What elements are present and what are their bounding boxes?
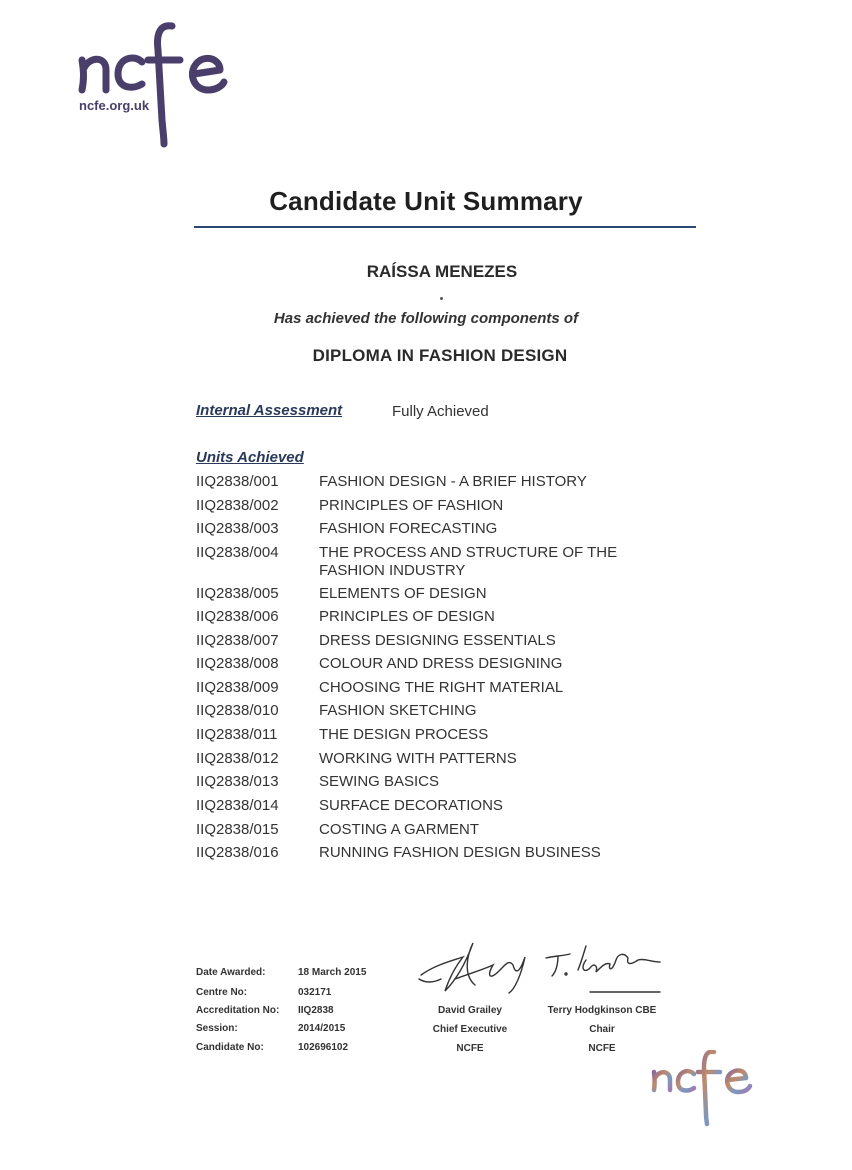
logo-url: ncfe.org.uk bbox=[79, 98, 150, 113]
internal-assessment-value: Fully Achieved bbox=[392, 403, 489, 420]
ncfe-hologram-logo bbox=[648, 1050, 758, 1130]
unit-title: CHOOSING THE RIGHT MATERIAL bbox=[319, 679, 564, 696]
internal-assessment-label: Internal Assessment bbox=[196, 402, 343, 419]
signatory-1-role: Chief Executive bbox=[432, 1024, 508, 1035]
ncfe-logo bbox=[76, 20, 236, 150]
unit-code: IIQ2838/001 bbox=[196, 473, 279, 490]
unit-title: FASHION SKETCHING bbox=[319, 702, 477, 719]
achievement-statement: Has achieved the following components of bbox=[273, 310, 579, 327]
centre-no-value: 032171 bbox=[298, 987, 332, 998]
unit-code: IIQ2838/004 bbox=[196, 544, 279, 561]
unit-code: IIQ2838/016 bbox=[196, 844, 279, 861]
unit-code: IIQ2838/010 bbox=[196, 702, 279, 719]
unit-code: IIQ2838/011 bbox=[196, 726, 278, 743]
unit-code: IIQ2838/006 bbox=[196, 608, 279, 625]
unit-title: COLOUR AND DRESS DESIGNING bbox=[319, 655, 563, 672]
unit-code: IIQ2838/003 bbox=[196, 520, 279, 537]
centre-no-label: Centre No: bbox=[196, 987, 248, 998]
accreditation-no-label: Accreditation No: bbox=[196, 1005, 280, 1016]
signatory-1-name: David Grailey bbox=[438, 1005, 502, 1016]
ncfe-wordmark-graphic bbox=[76, 20, 236, 150]
unit-title: ELEMENTS OF DESIGN bbox=[319, 585, 487, 602]
unit-title: COSTING A GARMENT bbox=[319, 821, 480, 838]
unit-title: WORKING WITH PATTERNS bbox=[319, 750, 517, 767]
unit-code: IIQ2838/012 bbox=[196, 750, 279, 767]
signature-terry-hodgkinson bbox=[540, 940, 670, 1000]
date-awarded-value: 18 March 2015 bbox=[298, 967, 367, 978]
unit-title: DRESS DESIGNING ESSENTIALS bbox=[319, 632, 556, 649]
unit-title: THE PROCESS AND STRUCTURE OF THE FASHION INDUSTRY bbox=[319, 544, 618, 579]
unit-code: IIQ2838/009 bbox=[196, 679, 279, 696]
candidate-no-value: 102696102 bbox=[298, 1042, 349, 1053]
session-value: 2014/2015 bbox=[298, 1023, 346, 1034]
unit-code: IIQ2838/007 bbox=[196, 632, 279, 649]
unit-code: IIQ2838/015 bbox=[196, 821, 279, 838]
page-title: Candidate Unit Summary bbox=[269, 186, 583, 216]
session-label: Session: bbox=[196, 1023, 238, 1034]
signatory-2-name: Terry Hodgkinson CBE bbox=[547, 1005, 657, 1016]
unit-title: FASHION FORECASTING bbox=[319, 520, 498, 537]
unit-code: IIQ2838/014 bbox=[196, 797, 279, 814]
unit-code: IIQ2838/013 bbox=[196, 773, 279, 790]
qualification-title: DIPLOMA IN FASHION DESIGN bbox=[312, 346, 568, 365]
unit-title: THE DESIGN PROCESS bbox=[319, 726, 489, 743]
unit-title: PRINCIPLES OF FASHION bbox=[319, 497, 504, 514]
title-divider bbox=[194, 226, 696, 228]
unit-title: FASHION DESIGN - A BRIEF HISTORY bbox=[319, 473, 587, 490]
unit-code: IIQ2838/005 bbox=[196, 585, 279, 602]
signatory-1-org: NCFE bbox=[456, 1043, 484, 1054]
accreditation-no-value: IIQ2838 bbox=[298, 1005, 334, 1016]
candidate-no-label: Candidate No: bbox=[196, 1042, 264, 1053]
unit-title: SURFACE DECORATIONS bbox=[319, 797, 503, 814]
unit-code: IIQ2838/002 bbox=[196, 497, 279, 514]
unit-code: IIQ2838/008 bbox=[196, 655, 279, 672]
unit-title: RUNNING FASHION DESIGN BUSINESS bbox=[319, 844, 601, 861]
signatory-2-role: Chair bbox=[589, 1024, 615, 1035]
units-heading: Units Achieved bbox=[196, 449, 304, 466]
unit-title: PRINCIPLES OF DESIGN bbox=[319, 608, 495, 625]
separator-dot bbox=[440, 297, 443, 300]
signature-david-grailey bbox=[415, 935, 540, 997]
candidate-name: RAÍSSA MENEZES bbox=[366, 262, 518, 281]
unit-title: SEWING BASICS bbox=[319, 773, 440, 790]
signatory-2-org: NCFE bbox=[588, 1043, 616, 1054]
date-awarded-label: Date Awarded: bbox=[196, 967, 266, 978]
